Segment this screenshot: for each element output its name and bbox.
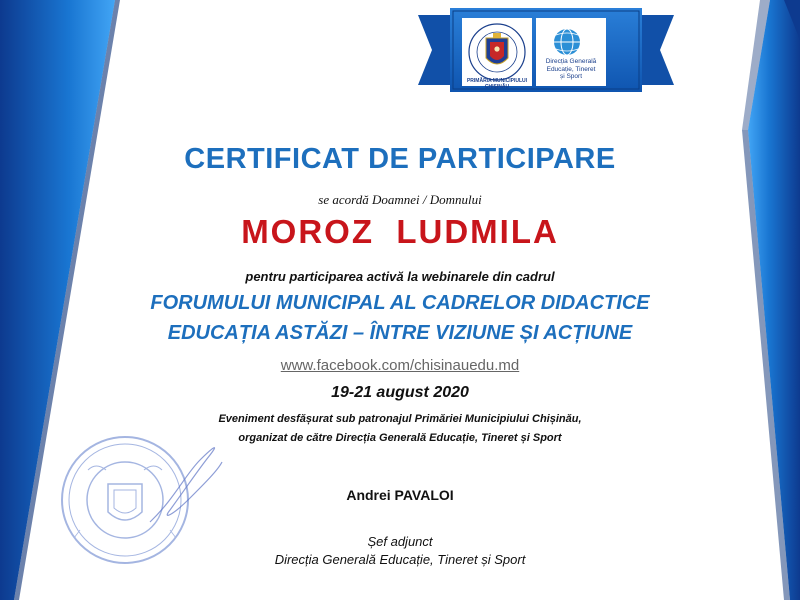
directorate-globe-icon: [554, 29, 580, 55]
right-logo-line: și Sport: [559, 73, 583, 80]
event-line-1: Eveniment desfășurat sub patronajul Primăriei Municipiului Chișinău,: [218, 413, 582, 425]
forum-title: [0, 288, 800, 348]
signer-block: [0, 533, 800, 569]
event-line-2: organizat de către Direcția Generală Educație, Tineret și Sport: [238, 432, 562, 444]
certificate-title: CERTIFICAT DE PARTICIPARE: [184, 143, 616, 175]
signer-role: Șef adjunct: [367, 534, 433, 549]
signer-name: Andrei PAVALOI: [346, 487, 454, 503]
forum-line-1: FORUMULUI MUNICIPAL AL CADRELOR DIDACTICE: [150, 292, 650, 314]
event-dates: 19-21 august 2020: [331, 384, 469, 401]
certificate-subtitle: se acordă Doamnei / Domnului: [318, 192, 482, 207]
facebook-link[interactable]: www.facebook.com/chisinauedu.md: [280, 357, 520, 374]
forum-line-2: EDUCAȚIA ASTĂZI – ÎNTRE VIZIUNE ȘI ACȚIUNE: [167, 322, 633, 344]
facebook-link-row: [0, 357, 800, 374]
signer-department: Direcția Generală Educație, Tineret și Sport: [274, 552, 526, 567]
participation-text: pentru participarea activă la webinarele din cadrul: [245, 269, 555, 284]
left-logo-text: PRIMĂRIA MUNICIPIULUI CHIȘINĂU: [466, 78, 528, 90]
recipient-name: MOROZ LUDMILA: [241, 213, 559, 250]
right-logo-line: Educație, Tineret: [546, 65, 596, 73]
event-description: [0, 410, 800, 448]
right-logo-line: Direcția Generală: [545, 58, 597, 65]
right-logo-text: [538, 58, 604, 81]
